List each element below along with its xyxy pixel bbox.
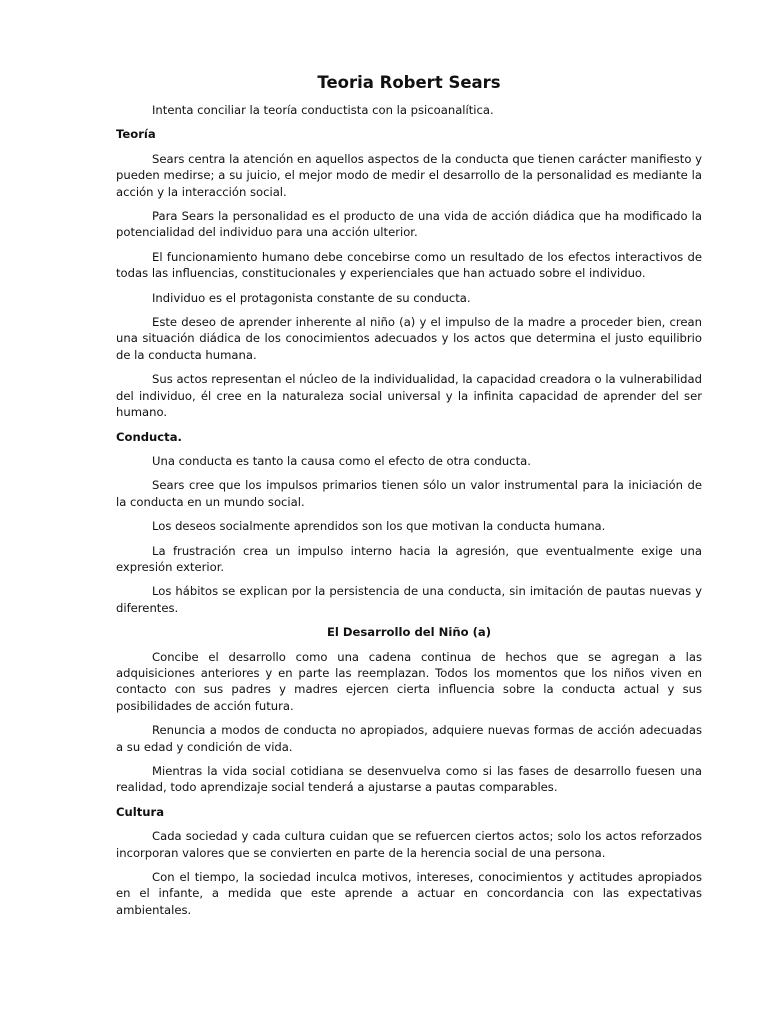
section-heading: Conducta.	[116, 429, 182, 444]
section-conducta	[116, 429, 702, 617]
paragraph: Una conducta es tanto la causa como el efecto de otra conducta.	[152, 453, 531, 468]
paragraph: Los deseos socialmente aprendidos son los que motivan la conducta humana.	[152, 519, 606, 534]
section-desarrollo	[116, 624, 702, 796]
paragraph: Cada sociedad y cada cultura cuidan que se refuercen ciertos actos; solo los actos reforzados incorporan valores que se convierten en parte de la herencia social de una persona.	[116, 829, 702, 860]
paragraph: Sears centra la atención en aquellos aspectos de la conducta que tienen carácter manifiesto y pueden medirse; a su juicio, el mejor modo de medir el desarrollo de la personalidad es mediante la acción y la interacción social.	[116, 151, 702, 199]
intro-paragraph: Intenta conciliar la teoría conductista con la psicoanalítica.	[152, 103, 494, 117]
paragraph: Este deseo de aprender inherente al niño (a) y el impulso de la madre a proceder bien, crean una situación diádica de los conocimientos adecuados y los actos que determina el justo equilibrio de la conducta humana.	[116, 315, 702, 362]
paragraph: Sus actos representan el núcleo de la individualidad, la capacidad creadora o la vulnerabilidad del individuo, él cree en la naturaleza social universal y la infinita capacidad de aprender del ser humano.	[116, 372, 702, 420]
paragraph: Concibe el desarrollo como una cadena continua de hechos que se agregan a las adquisiciones anteriores y en parte las reemplazan. Todos los momentos que los niños viven en contacto con sus padres y madres ejercen cierta influencia sobre la conducta actual y sus posibilidades de acción futura.	[116, 649, 702, 713]
paragraph: Los hábitos se explican por la persistencia de una conducta, sin imitación de pautas nuevas y diferentes.	[116, 584, 702, 615]
paragraph: Mientras la vida social cotidiana se desenvuelva como si las fases de desarrollo fuesen una realidad, todo aprendizaje social tenderá a ajustarse a pautas comparables.	[116, 764, 702, 795]
paragraph: Renuncia a modos de conducta no apropiados, adquiere nuevas formas de acción adecuadas a su edad y condición de vida.	[116, 723, 702, 754]
section-teoria	[116, 126, 702, 420]
paragraph: Sears cree que los impulsos primarios tienen sólo un valor instrumental para la iniciación de la conducta en un mundo social.	[116, 478, 702, 509]
section-heading: Cultura	[116, 804, 165, 819]
paragraph: Individuo es el protagonista constante de su conducta.	[152, 290, 471, 305]
document-title: Teoria Robert Sears	[317, 73, 501, 92]
section-heading: El Desarrollo del Niño (a)	[326, 625, 492, 640]
paragraph: Con el tiempo, la sociedad inculca motivos, intereses, conocimientos y actitudes apropiados en el infante, a medida que este aprende a actuar en concordancia con las expectativas ambientales.	[116, 870, 702, 917]
section-heading: Teoría	[116, 127, 156, 142]
section-cultura	[116, 804, 702, 918]
paragraph: La frustración crea un impulso interno hacia la agresión, que eventualmente exige una expresión exterior.	[116, 543, 702, 574]
paragraph: El funcionamiento humano debe concebirse como un resultado de los efectos interactivos de todas las influencias, constitucionales y experienciales que han actuado sobre el individuo.	[116, 249, 702, 281]
paragraph: Para Sears la personalidad es el producto de una vida de acción diádica que ha modificado la potencialidad del individuo para una acción ulterior.	[116, 209, 702, 240]
